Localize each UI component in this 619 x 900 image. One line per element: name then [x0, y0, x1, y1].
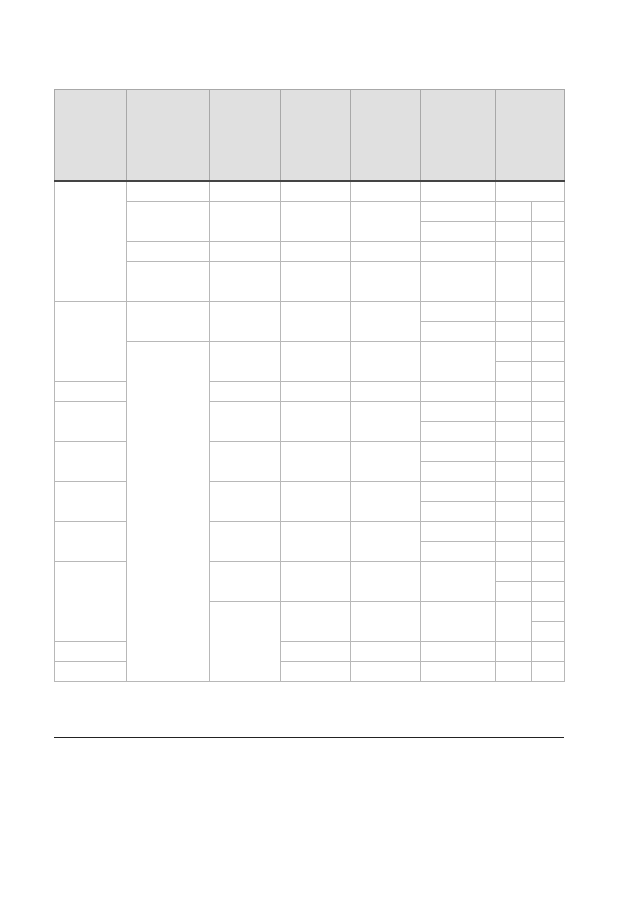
cell-mains	[496, 242, 532, 262]
cell-breaks	[421, 482, 496, 502]
cell-mains	[496, 502, 532, 522]
cell-red	[351, 522, 421, 562]
cell-mains	[496, 222, 532, 242]
cell-pressure	[351, 262, 421, 302]
cell-breaks	[421, 322, 496, 342]
cell-red	[351, 202, 421, 242]
cell-breaks	[421, 422, 496, 442]
cell-breaks	[421, 442, 496, 462]
cell-utility	[210, 562, 281, 602]
cell-mains	[496, 202, 532, 222]
cell-utility	[55, 642, 127, 662]
cell-red	[351, 382, 421, 402]
cell-sectors	[210, 482, 281, 522]
cell-services	[532, 322, 565, 342]
cell-sectors	[210, 402, 281, 442]
cell-services	[532, 502, 565, 522]
cell-breaks	[421, 202, 496, 222]
cell-utility	[127, 202, 210, 242]
cell-services	[532, 382, 565, 402]
cell-red	[421, 342, 496, 382]
cell-pressure	[351, 562, 421, 602]
cell-country	[210, 602, 281, 682]
cell-breaks	[421, 242, 496, 262]
cell-sectors	[351, 602, 421, 642]
header-country	[55, 90, 127, 182]
cell-breaks	[496, 662, 532, 682]
cell-sectors	[281, 642, 351, 662]
header-mains-services	[496, 90, 565, 182]
cell-services	[532, 242, 565, 262]
cell-country	[127, 262, 210, 302]
cell-pressure	[281, 202, 351, 242]
cell-utility	[55, 662, 127, 682]
cell-mains	[496, 422, 532, 442]
cell-utility	[55, 522, 127, 562]
table-row	[55, 181, 565, 202]
cell-red	[351, 482, 421, 522]
cell-sectors	[281, 562, 351, 602]
cell-country	[127, 342, 210, 682]
cell-mains	[496, 462, 532, 482]
table-row	[55, 202, 565, 222]
cell-mains	[496, 542, 532, 562]
cell-pressure	[281, 442, 351, 482]
cell-mains	[496, 181, 565, 202]
cell-mains	[532, 642, 565, 662]
cell-breaks	[421, 462, 496, 482]
cell-country	[55, 562, 127, 642]
cell-services	[532, 462, 565, 482]
cell-red	[496, 602, 532, 642]
cell-mains	[496, 482, 532, 502]
table-row	[55, 242, 565, 262]
cell-sectors	[210, 442, 281, 482]
cell-breaks	[496, 582, 532, 602]
cell-mains	[496, 442, 532, 462]
cell-services	[532, 202, 565, 222]
header-reduction-breaks	[421, 90, 496, 182]
cell-utility	[127, 242, 210, 262]
cell-utility	[55, 382, 127, 402]
cell-services	[532, 542, 565, 562]
cell-red	[351, 402, 421, 442]
header-row	[55, 90, 565, 182]
cell-pressure	[281, 242, 351, 262]
cell-utility	[210, 262, 281, 302]
cell-pressure	[281, 382, 351, 402]
cell-mains	[532, 562, 565, 582]
cell-sectors	[210, 302, 281, 342]
cell-red	[351, 302, 421, 342]
cell-breaks	[532, 622, 565, 642]
cell-red	[421, 262, 496, 302]
cell-sectors	[210, 181, 281, 202]
cell-mains	[532, 662, 565, 682]
cell-pressure	[351, 662, 421, 682]
cell-breaks	[421, 302, 496, 322]
cell-utility	[127, 302, 210, 342]
cell-breaks	[496, 262, 532, 302]
cell-utility	[55, 442, 127, 482]
table-row	[55, 302, 565, 322]
cell-country	[55, 302, 127, 382]
data-table	[54, 89, 565, 682]
cell-pressure	[281, 522, 351, 562]
cell-country	[55, 181, 127, 302]
cell-sectors	[281, 262, 351, 302]
cell-utility	[55, 402, 127, 442]
cell-breaks	[421, 222, 496, 242]
cell-breaks	[421, 522, 496, 542]
cell-red	[351, 242, 421, 262]
cell-services	[532, 482, 565, 502]
cell-sectors	[281, 342, 351, 382]
cell-utility	[127, 181, 210, 202]
cell-mains	[532, 582, 565, 602]
cell-mains	[496, 302, 532, 322]
cell-services	[532, 442, 565, 462]
cell-pressure	[281, 482, 351, 522]
cell-services	[532, 402, 565, 422]
cell-breaks	[496, 562, 532, 582]
cell-breaks	[421, 181, 496, 202]
cell-mains	[496, 402, 532, 422]
cell-red	[421, 642, 496, 662]
cell-mains	[496, 382, 532, 402]
cell-mains	[532, 362, 565, 382]
cell-pressure	[281, 402, 351, 442]
cell-utility	[210, 342, 281, 382]
cell-red	[351, 181, 421, 202]
cell-services	[532, 422, 565, 442]
cell-mains	[496, 322, 532, 342]
header-utility	[127, 90, 210, 182]
table-caption	[54, 740, 564, 753]
table-body	[55, 181, 565, 682]
cell-services	[532, 302, 565, 322]
table-row	[55, 342, 565, 362]
cell-sectors	[210, 382, 281, 402]
cell-sectors	[210, 242, 281, 262]
cell-utility	[281, 602, 351, 642]
header-reduction-pressure	[351, 90, 421, 182]
cell-sectors	[281, 662, 351, 682]
cell-pressure	[281, 302, 351, 342]
cell-breaks	[421, 402, 496, 422]
caption-rule	[54, 737, 564, 738]
cell-mains	[532, 342, 565, 362]
header-sectors	[210, 90, 281, 182]
cell-mains	[532, 262, 565, 302]
cell-sectors	[210, 522, 281, 562]
cell-services	[532, 222, 565, 242]
header-pressure	[281, 90, 351, 182]
cell-breaks	[496, 362, 532, 382]
cell-breaks	[421, 382, 496, 402]
cell-breaks	[496, 342, 532, 362]
cell-mains	[496, 522, 532, 542]
cell-red	[421, 662, 496, 682]
table-row	[55, 262, 565, 302]
cell-pressure	[281, 181, 351, 202]
cell-pressure	[421, 602, 496, 642]
cell-breaks	[421, 542, 496, 562]
cell-pressure	[351, 342, 421, 382]
cell-services	[532, 522, 565, 542]
cell-sectors	[210, 202, 281, 242]
cell-red	[351, 442, 421, 482]
cell-breaks	[496, 642, 532, 662]
cell-utility	[55, 482, 127, 522]
cell-red	[421, 562, 496, 602]
cell-pressure	[351, 642, 421, 662]
cell-breaks	[532, 602, 565, 622]
cell-breaks	[421, 502, 496, 522]
